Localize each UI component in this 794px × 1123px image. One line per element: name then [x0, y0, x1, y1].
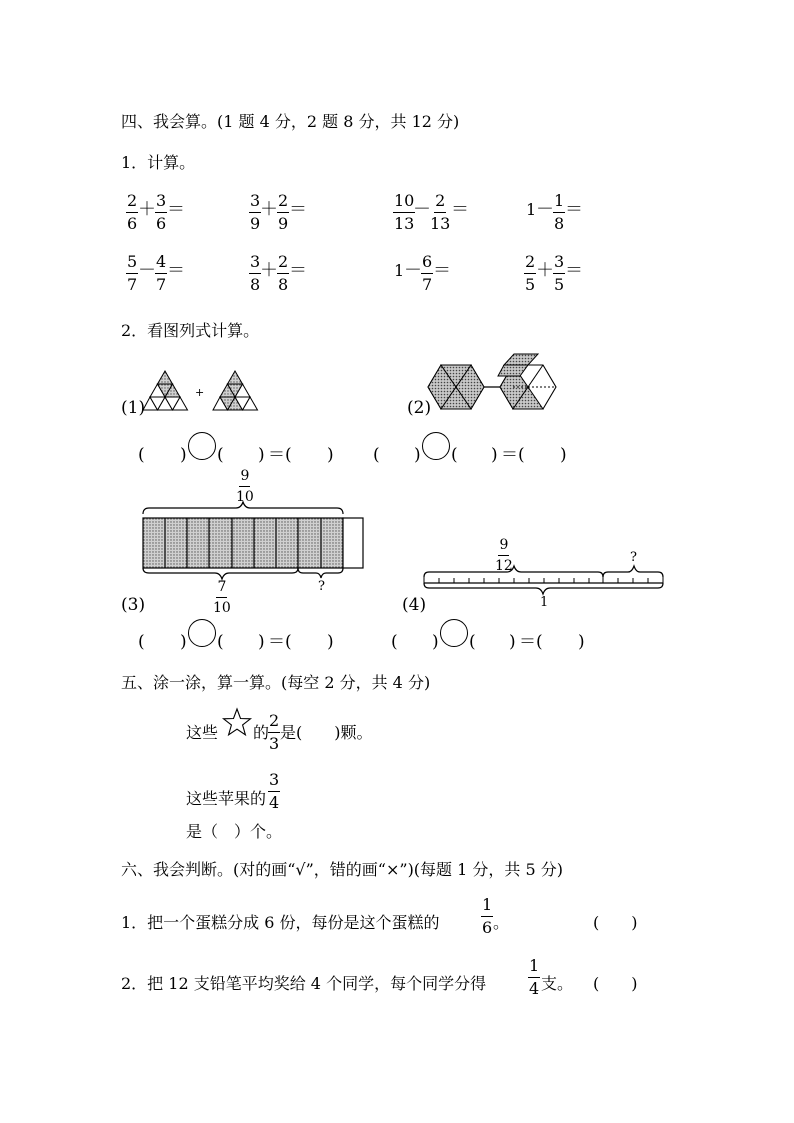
fraction: $\frac{2}{3}$ [269, 711, 280, 753]
fraction: $\frac{6}{7}$ [422, 252, 433, 294]
fraction: $\frac{2}{6}$ [127, 191, 138, 233]
fig4-top-fraction: $\frac{9}{12}$ [495, 537, 513, 574]
star-icon [222, 708, 252, 736]
fraction: $\frac{5}{7}$ [127, 252, 138, 294]
fraction: $\frac{1}{8}$ [554, 191, 565, 233]
fig4-total: 1 [540, 595, 549, 610]
section4-heading: 四、我会算。(1 题 4 分，2 题 8 分，共 12 分) [121, 112, 460, 131]
operator-circle[interactable] [422, 432, 450, 460]
answer-blank[interactable]: ( ) [593, 974, 638, 993]
fraction: $\frac{2}{9}$ [278, 191, 289, 233]
answer-blank[interactable]: ( ) [593, 913, 638, 932]
q1-label: 1．计算。 [121, 153, 196, 172]
fraction: $\frac{3}{5}$ [554, 252, 565, 294]
fraction: $\frac{1}{4}$ [529, 956, 540, 998]
operator-circle[interactable] [440, 619, 468, 647]
fig-label-1: (1) [121, 398, 146, 418]
fig4-question: ? [630, 550, 637, 565]
fig3-bar [140, 500, 366, 582]
fraction: $\frac{3}{6}$ [156, 191, 167, 233]
fig3-top-fraction: $\frac{9}{10}$ [236, 468, 254, 505]
operator-circle[interactable] [188, 619, 216, 647]
fig1-plus: + [195, 386, 205, 399]
fraction: $\frac{2}{13}$ [430, 191, 451, 233]
section5-heading: 五、涂一涂，算一算。(每空 2 分，共 4 分) [121, 673, 431, 692]
fig-label-2: (2) [407, 398, 432, 418]
fraction: $\frac{3}{8}$ [250, 252, 261, 294]
fraction: $\frac{2}{8}$ [278, 252, 289, 294]
operator-circle[interactable] [188, 432, 216, 460]
fraction: $\frac{3}{4}$ [269, 770, 280, 812]
fraction: $\frac{1}{6}$ [482, 895, 493, 937]
fig-label-3: (3) [121, 595, 146, 615]
fraction: $\frac{2}{5}$ [525, 252, 536, 294]
fig2-hexagons [428, 354, 560, 416]
fig3-bottom-fraction: $\frac{7}{10}$ [213, 579, 231, 616]
fraction: $\frac{3}{9}$ [250, 191, 261, 233]
q2-label: 2．看图列式计算。 [121, 321, 260, 340]
fig-label-4: (4) [402, 595, 427, 615]
fig3-question: ? [318, 579, 325, 594]
fraction: $\frac{4}{7}$ [156, 252, 167, 294]
section6-heading: 六、我会判断。(对的画“√”，错的画“×”)(每题 1 分，共 5 分) [121, 860, 563, 879]
fraction: $\frac{10}{13}$ [394, 191, 415, 233]
